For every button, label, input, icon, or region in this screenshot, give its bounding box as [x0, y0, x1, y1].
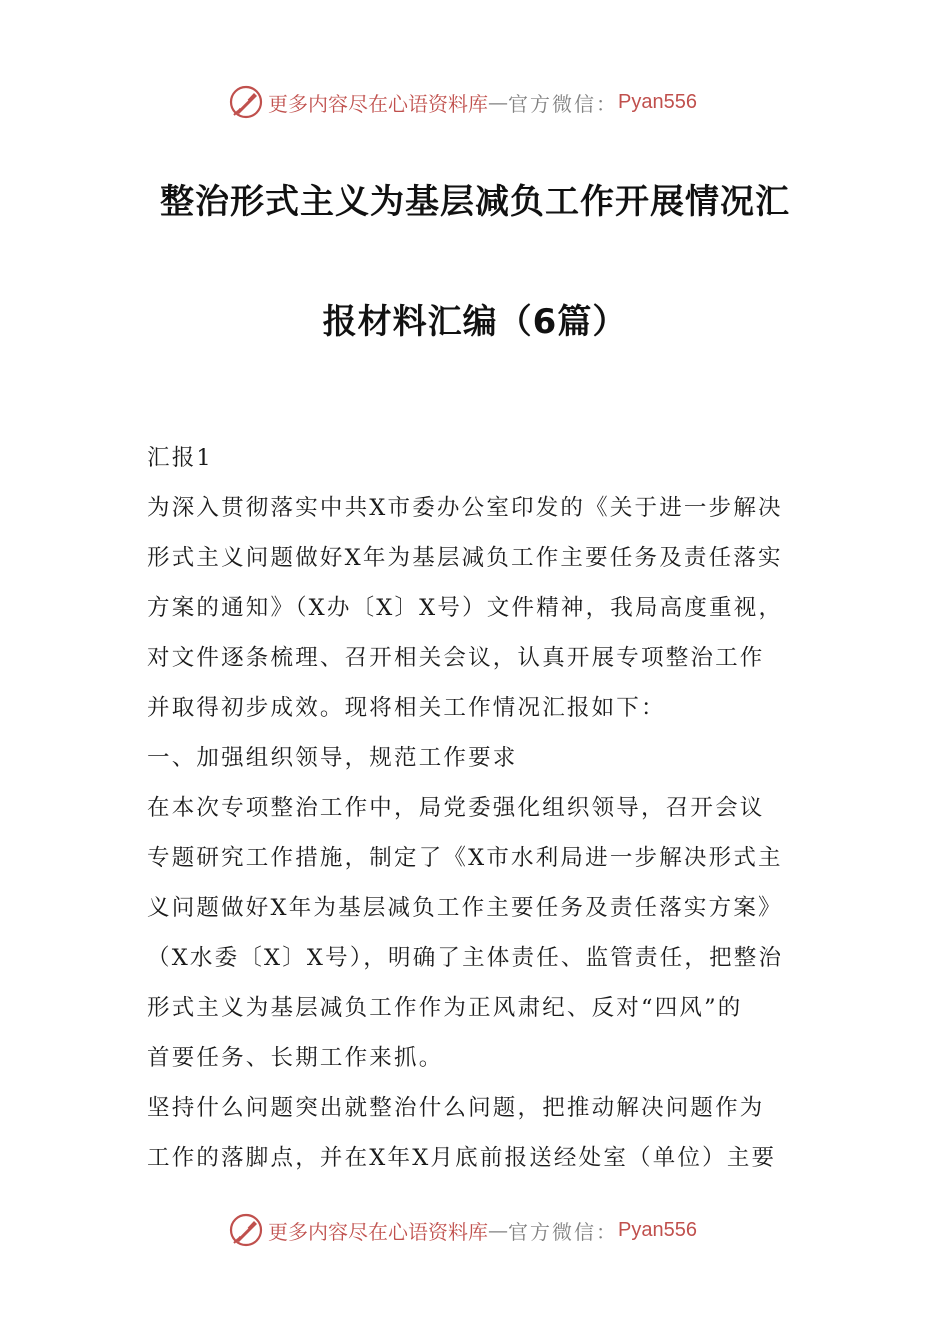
body-line-heading: 一、加强组织领导，规范工作要求	[147, 745, 518, 771]
body-line: 首要任务、长期工作来抓。	[147, 1045, 444, 1071]
body-line: 工作的落脚点，并在X年X月底前报送经处室（单位）主要	[147, 1145, 777, 1171]
header-watermark-banner	[228, 82, 697, 122]
banner-wechat-label: 官方微信：	[508, 91, 618, 116]
body-line: （X水委〔X〕X号），明确了主体责任、监管责任，把整治	[147, 945, 784, 971]
quill-pen-logo-icon	[228, 84, 264, 120]
body-line: 并取得初步成效。现将相关工作情况汇报如下：	[147, 695, 666, 721]
banner-brand-text: 更多内容尽在心语资料库	[268, 91, 488, 116]
document-title-line-2: 报材料汇编（6篇）	[322, 302, 628, 342]
body-line-section-label: 汇报1	[147, 445, 213, 471]
body-line: 形式主义问题做好X年为基层减负工作主要任务及责任落实	[147, 545, 783, 571]
body-line: 方案的通知》（X办〔X〕X号）文件精神，我局高度重视，	[147, 595, 784, 621]
body-line: 为深入贯彻落实中共X市委办公室印发的《关于进一步解决	[147, 495, 783, 521]
banner-brand-text: 更多内容尽在心语资料库	[268, 1219, 488, 1244]
banner-separator: —	[488, 90, 508, 114]
body-line: 形式主义为基层减负工作作为正风肃纪、反对“四风”的	[147, 995, 743, 1021]
body-line: 专题研究工作措施，制定了《X市水利局进一步解决形式主	[147, 845, 783, 871]
banner-wechat-id: Pyan556	[618, 1218, 697, 1241]
quill-pen-logo-icon	[228, 1212, 264, 1248]
body-line: 义问题做好X年为基层减负工作主要任务及责任落实方案》	[147, 895, 783, 921]
banner-separator: —	[488, 1218, 508, 1242]
document-title-line-1: 整治形式主义为基层减负工作开展情况汇	[160, 182, 790, 222]
document-body	[147, 433, 817, 1183]
footer-watermark-banner	[228, 1210, 697, 1250]
body-line: 对文件逐条梳理、召开相关会议，认真开展专项整治工作	[147, 645, 765, 671]
banner-wechat-id: Pyan556	[618, 90, 697, 113]
body-line: 在本次专项整治工作中，局党委强化组织领导，召开会议	[147, 795, 765, 821]
body-line: 坚持什么问题突出就整治什么问题，把推动解决问题作为	[147, 1095, 765, 1121]
banner-wechat-label: 官方微信：	[508, 1219, 618, 1244]
